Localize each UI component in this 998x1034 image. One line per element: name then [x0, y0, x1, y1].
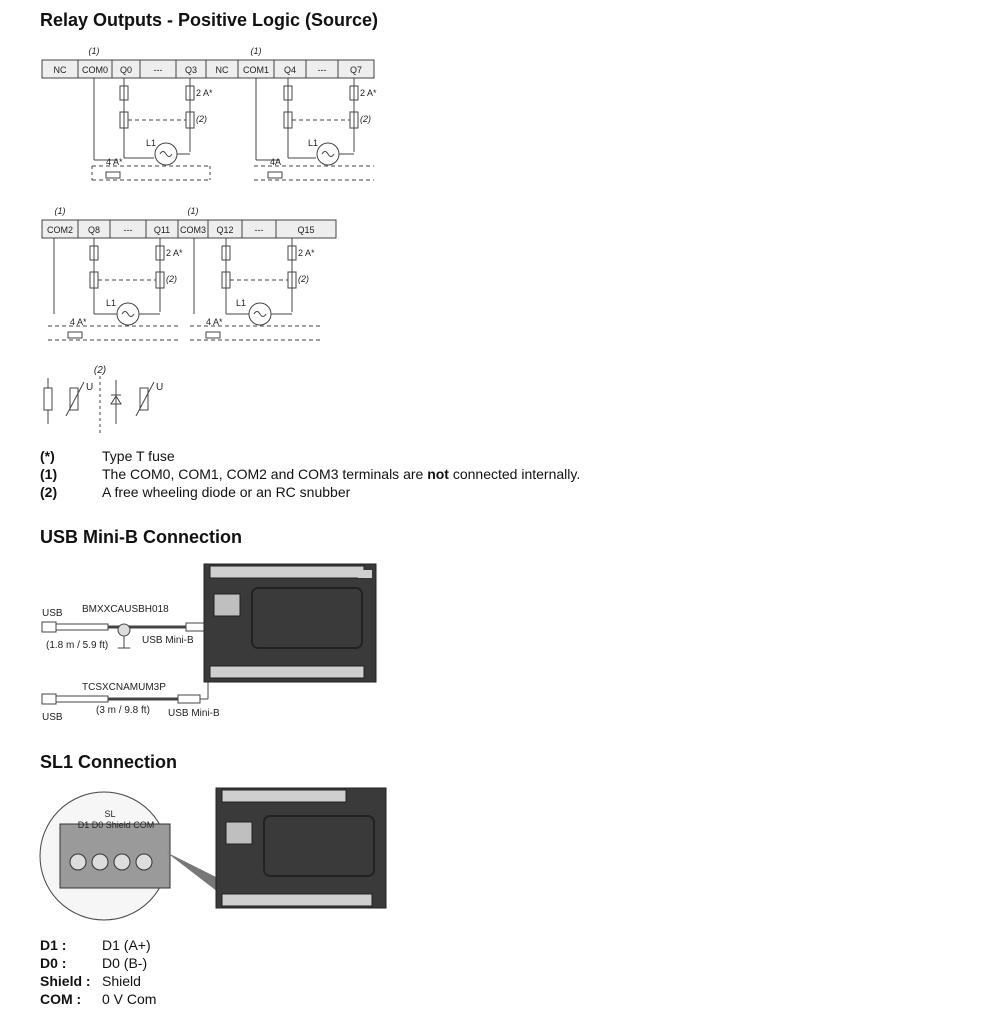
- terminal-label: Q3: [184, 65, 198, 75]
- terminal-label: COM1: [242, 65, 270, 75]
- cable-length: (1.8 m / 5.9 ft): [46, 640, 109, 651]
- note-text: [102, 465, 580, 483]
- sl1-section-title: SL1 Connection: [40, 752, 178, 772]
- terminal-label: COM2: [46, 225, 74, 235]
- terminal-label: Q12: [216, 225, 234, 235]
- relay-diagram-block1: [30, 40, 410, 190]
- snubber-mark: (2): [298, 274, 309, 284]
- cable-part-number: BMXXCAUSBH018: [82, 604, 169, 615]
- fuse-rating-label: 4 A*: [206, 317, 223, 327]
- note-mark: (1): [250, 46, 262, 56]
- usb-label: USB: [42, 712, 63, 723]
- note-text-part: The COM0, COM1, COM2 and COM3 terminals are: [102, 466, 428, 482]
- fuse-rating-label: 2 A*: [196, 88, 213, 98]
- load-label: L1: [146, 138, 157, 148]
- note-mark: (1): [187, 206, 199, 216]
- usb-connection-diagram: [36, 560, 381, 728]
- legend-row: [40, 990, 156, 1008]
- sl-pin-labels: D1 D0 Shield COM: [77, 820, 155, 830]
- legend-value: 0 V Com: [102, 991, 157, 1007]
- legend-key: D1 :: [40, 937, 67, 953]
- terminal-label: COM0: [81, 65, 109, 75]
- relay-notes: [40, 447, 580, 501]
- legend-key: Shield :: [40, 973, 91, 989]
- note-mark: (2): [93, 365, 107, 376]
- fuse-rating-label: 2 A*: [298, 248, 315, 258]
- note-row: [40, 465, 580, 483]
- varistor-u-label: U: [86, 382, 94, 393]
- load-label: L1: [236, 298, 247, 308]
- note-mark: (2): [40, 484, 58, 500]
- load-label: L1: [308, 138, 319, 148]
- legend-value: Shield: [102, 973, 141, 989]
- terminal-label: ---: [317, 65, 327, 75]
- terminal-label: ---: [123, 225, 133, 235]
- legend-row: [40, 954, 156, 972]
- note-mark: (1): [88, 46, 100, 56]
- legend-key: COM :: [40, 991, 82, 1007]
- terminal-label: ---: [254, 225, 264, 235]
- snubber-mark: (2): [166, 274, 177, 284]
- note-mark: (*): [40, 448, 55, 464]
- snubber-mark: (2): [196, 114, 207, 124]
- sl1-connection-diagram: [38, 782, 390, 930]
- usb-label: USB: [42, 608, 63, 619]
- terminal-label: NC: [53, 65, 67, 75]
- load-label: L1: [106, 298, 117, 308]
- usb-section-title: USB Mini-B Connection: [40, 527, 242, 547]
- note-text: Type T fuse: [102, 448, 175, 464]
- varistor-u-label: U: [156, 382, 164, 393]
- terminal-label: NC: [215, 65, 229, 75]
- terminal-label: Q15: [297, 225, 315, 235]
- terminal-label: Q8: [87, 225, 101, 235]
- relay-diagram-block2: [30, 200, 350, 350]
- terminal-label: Q4: [283, 65, 297, 75]
- usb-mini-b-label: USB Mini-B: [142, 635, 194, 646]
- fuse-rating-label: 4 A*: [70, 317, 87, 327]
- terminal-label: Q7: [349, 65, 363, 75]
- protection-symbols: [36, 364, 176, 436]
- terminal-label: ---: [153, 65, 163, 75]
- legend-row: [40, 972, 156, 990]
- terminal-label: Q11: [153, 225, 171, 235]
- terminal-label: COM3: [179, 225, 207, 235]
- snubber-mark: (2): [360, 114, 371, 124]
- fuse-rating-label: 2 A*: [360, 88, 377, 98]
- usb-mini-b-label: USB Mini-B: [168, 708, 220, 719]
- fuse-rating-label: 4 A*: [106, 157, 123, 167]
- note-mark: (1): [40, 466, 58, 482]
- note-mark: (1): [54, 206, 66, 216]
- cable-part-number: TCSXCNAMUM3P: [82, 682, 166, 693]
- legend-value: D1 (A+): [102, 937, 151, 953]
- legend-key: D0 :: [40, 955, 67, 971]
- fuse-rating-label: 2 A*: [166, 248, 183, 258]
- relay-section-title: Relay Outputs - Positive Logic (Source): [40, 10, 379, 30]
- sl-group-label: SL: [104, 809, 116, 819]
- note-row: [40, 447, 580, 465]
- note-text: A free wheeling diode or an RC snubber: [102, 484, 351, 500]
- fuse-rating-label: 4A: [270, 157, 282, 167]
- legend-value: D0 (B-): [102, 955, 148, 971]
- cable-length: (3 m / 9.8 ft): [96, 705, 150, 716]
- note-text-part: connected internally.: [448, 466, 581, 482]
- terminal-label: Q0: [119, 65, 133, 75]
- sl1-legend: [40, 936, 156, 1008]
- legend-row: [40, 936, 156, 954]
- note-row: [40, 483, 580, 501]
- note-text-emphasis: not: [427, 466, 449, 482]
